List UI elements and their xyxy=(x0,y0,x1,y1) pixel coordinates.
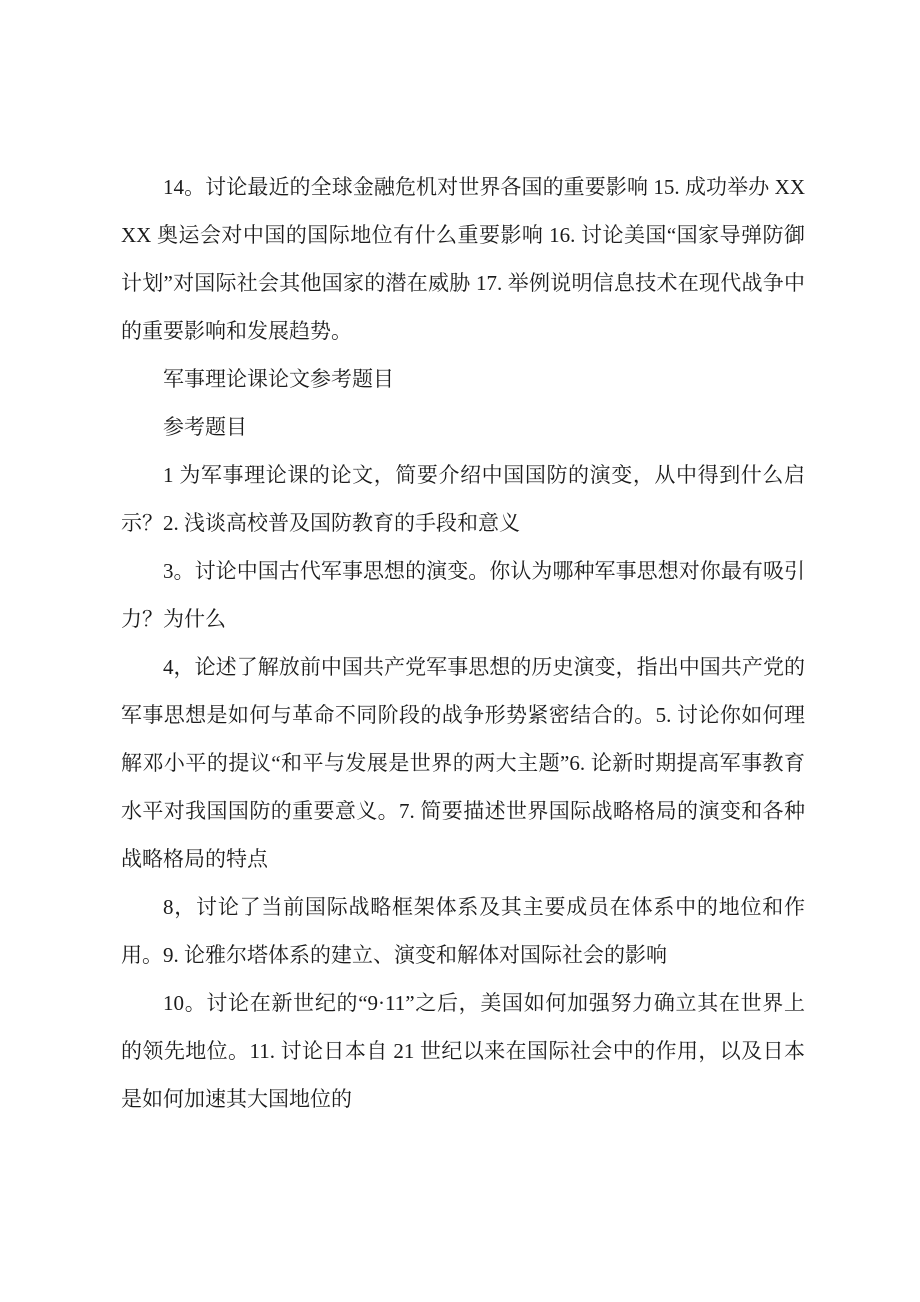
paragraph-topics-1-2: 1 为军事理论课的论文，简要介绍中国国防的演变，从中得到什么启示？2. 浅谈高校普及国防教育的手段和意义 xyxy=(121,463,805,535)
paragraph-topics-4-7: 4，论述了解放前中国共产党军事思想的历史演变，指出中国共产党的军事思想是如何与革命不同阶段的战争形势紧密结合的。5. 讨论你如何理解邓小平的提议“和平与发展是世界的两大主题”6. 论新时期提高军事教育水平对我国国防的重要意义。7. 简要描述世界国际战略格局的演变和各种战略格局的特点 xyxy=(121,655,805,871)
paragraph-topic-3: 3。讨论中国古代军事思想的演变。你认为哪种军事思想对你最有吸引力？为什么 xyxy=(121,559,805,631)
document-body xyxy=(121,163,805,1123)
paragraph-section-title: 军事理论课论文参考题目 xyxy=(163,367,394,391)
paragraph-subtitle: 参考题目 xyxy=(163,415,247,439)
paragraph-topics-8-9: 8，讨论了当前国际战略框架体系及其主要成员在体系中的地位和作用。9. 论雅尔塔体系的建立、演变和解体对国际社会的影响 xyxy=(121,895,805,967)
paragraph-topics-14-17: 14。讨论最近的全球金融危机对世界各国的重要影响 15. 成功举办 XXXX 奥运会对中国的国际地位有什么重要影响 16. 讨论美国“国家导弹防御计划”对国际社会其他国家的潜在威胁 17. 举例说明信息技术在现代战争中的重要影响和发展趋势。 xyxy=(121,175,805,343)
paragraph-topics-10-11: 10。讨论在新世纪的“9·11”之后，美国如何加强努力确立其在世界上的领先地位。11. 讨论日本自 21 世纪以来在国际社会中的作用，以及日本是如何加速其大国地位的 xyxy=(121,991,805,1111)
